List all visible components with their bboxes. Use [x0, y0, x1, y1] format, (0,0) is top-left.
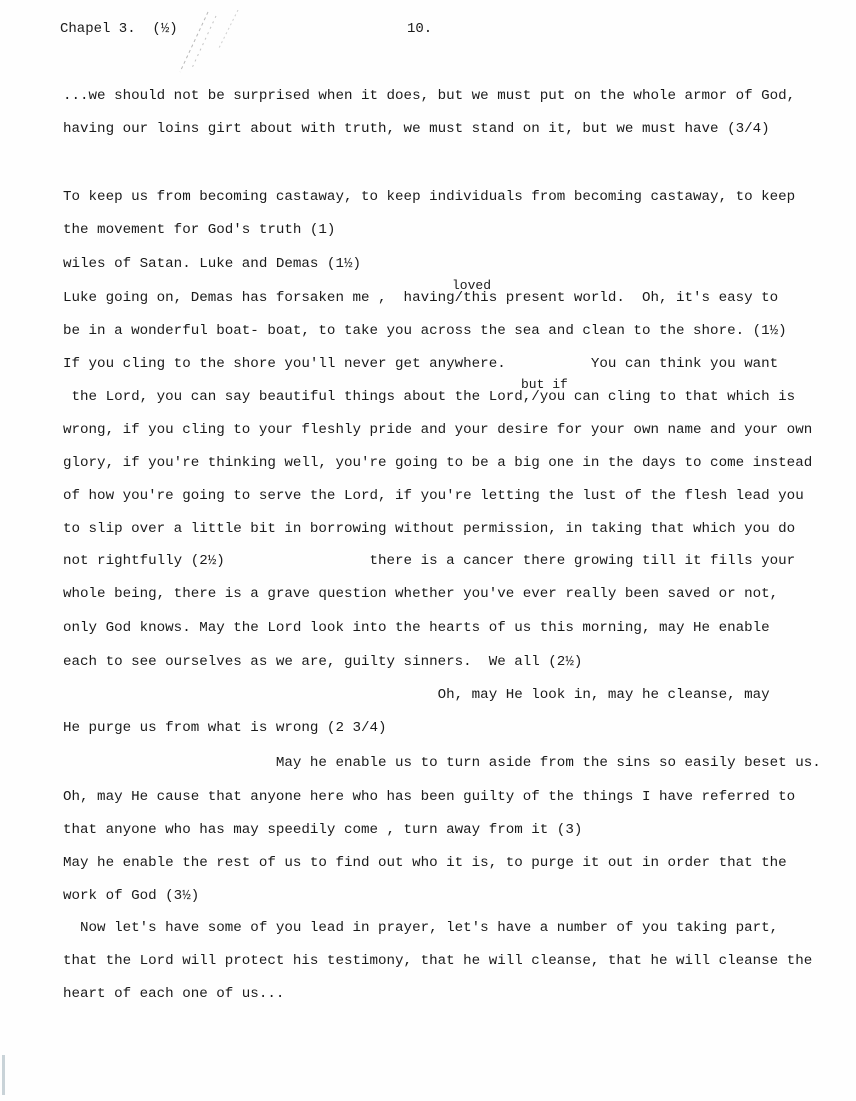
- text-line: not rightfully (2½) there is a cancer there growing till it fills your: [63, 553, 796, 569]
- text-line: whole being, there is a grave question whether you've ever really been saved or not,: [63, 586, 779, 602]
- text-line: Oh, may He cause that anyone here who has been guilty of the things I have referred to: [63, 789, 796, 805]
- text-line: the Lord, you can say beautiful things about the Lord,/you can cling to that which is: [63, 389, 796, 405]
- text-line: be in a wonderful boat- boat, to take you across the sea and clean to the shore. (1½): [63, 323, 787, 339]
- text-line: Luke going on, Demas has forsaken me , having/this present world. Oh, it's easy to: [63, 290, 779, 306]
- text-line: ...we should not be surprised when it does, but we must put on the whole armor of God,: [63, 88, 796, 104]
- text-line: Oh, may He look in, may he cleanse, may: [63, 687, 770, 703]
- text-line: the movement for God's truth (1): [63, 222, 336, 238]
- interlinear-insertion-but-if: but if: [521, 377, 568, 392]
- text-line: glory, if you're thinking well, you're going to be a big one in the days to come instead: [63, 455, 813, 471]
- text-line: work of God (3½): [63, 888, 200, 904]
- text-line: He purge us from what is wrong (2 3/4): [63, 720, 387, 736]
- text-line: May he enable the rest of us to find out who it is, to purge it out in order that the: [63, 855, 787, 871]
- text-line: that anyone who has may speedily come , turn away from it (3): [63, 822, 583, 838]
- text-line: To keep us from becoming castaway, to keep individuals from becoming castaway, to keep: [63, 189, 796, 205]
- text-line: Now let's have some of you lead in prayer, let's have a number of you taking part,: [63, 920, 779, 936]
- text-line: of how you're going to serve the Lord, if you're letting the lust of the flesh lead you: [63, 488, 804, 504]
- text-line: heart of each one of us...: [63, 986, 285, 1002]
- text-line: If you cling to the shore you'll never get anywhere. You can think you want: [63, 356, 779, 372]
- page-number: 10.: [407, 21, 433, 37]
- scan-edge-mark: [2, 1055, 5, 1095]
- text-line: only God knows. May the Lord look into the hearts of us this morning, may He enable: [63, 620, 770, 636]
- text-line: to slip over a little bit in borrowing without permission, in taking that which you do: [63, 521, 796, 537]
- text-line: May he enable us to turn aside from the sins so easily beset us.: [63, 755, 821, 771]
- text-line: having our loins girt about with truth, we must stand on it, but we must have (3/4): [63, 121, 770, 137]
- text-line: wiles of Satan. Luke and Demas (1½): [63, 256, 361, 272]
- interlinear-insertion-loved: loved: [452, 278, 492, 293]
- text-line: that the Lord will protect his testimony, that he will cleanse, that he will cleanse the: [63, 953, 813, 969]
- text-line: wrong, if you cling to your fleshly pride and your desire for your own name and your own: [63, 422, 813, 438]
- text-line: each to see ourselves as we are, guilty sinners. We all (2½): [63, 654, 583, 670]
- header-title: Chapel 3. (½): [60, 21, 178, 37]
